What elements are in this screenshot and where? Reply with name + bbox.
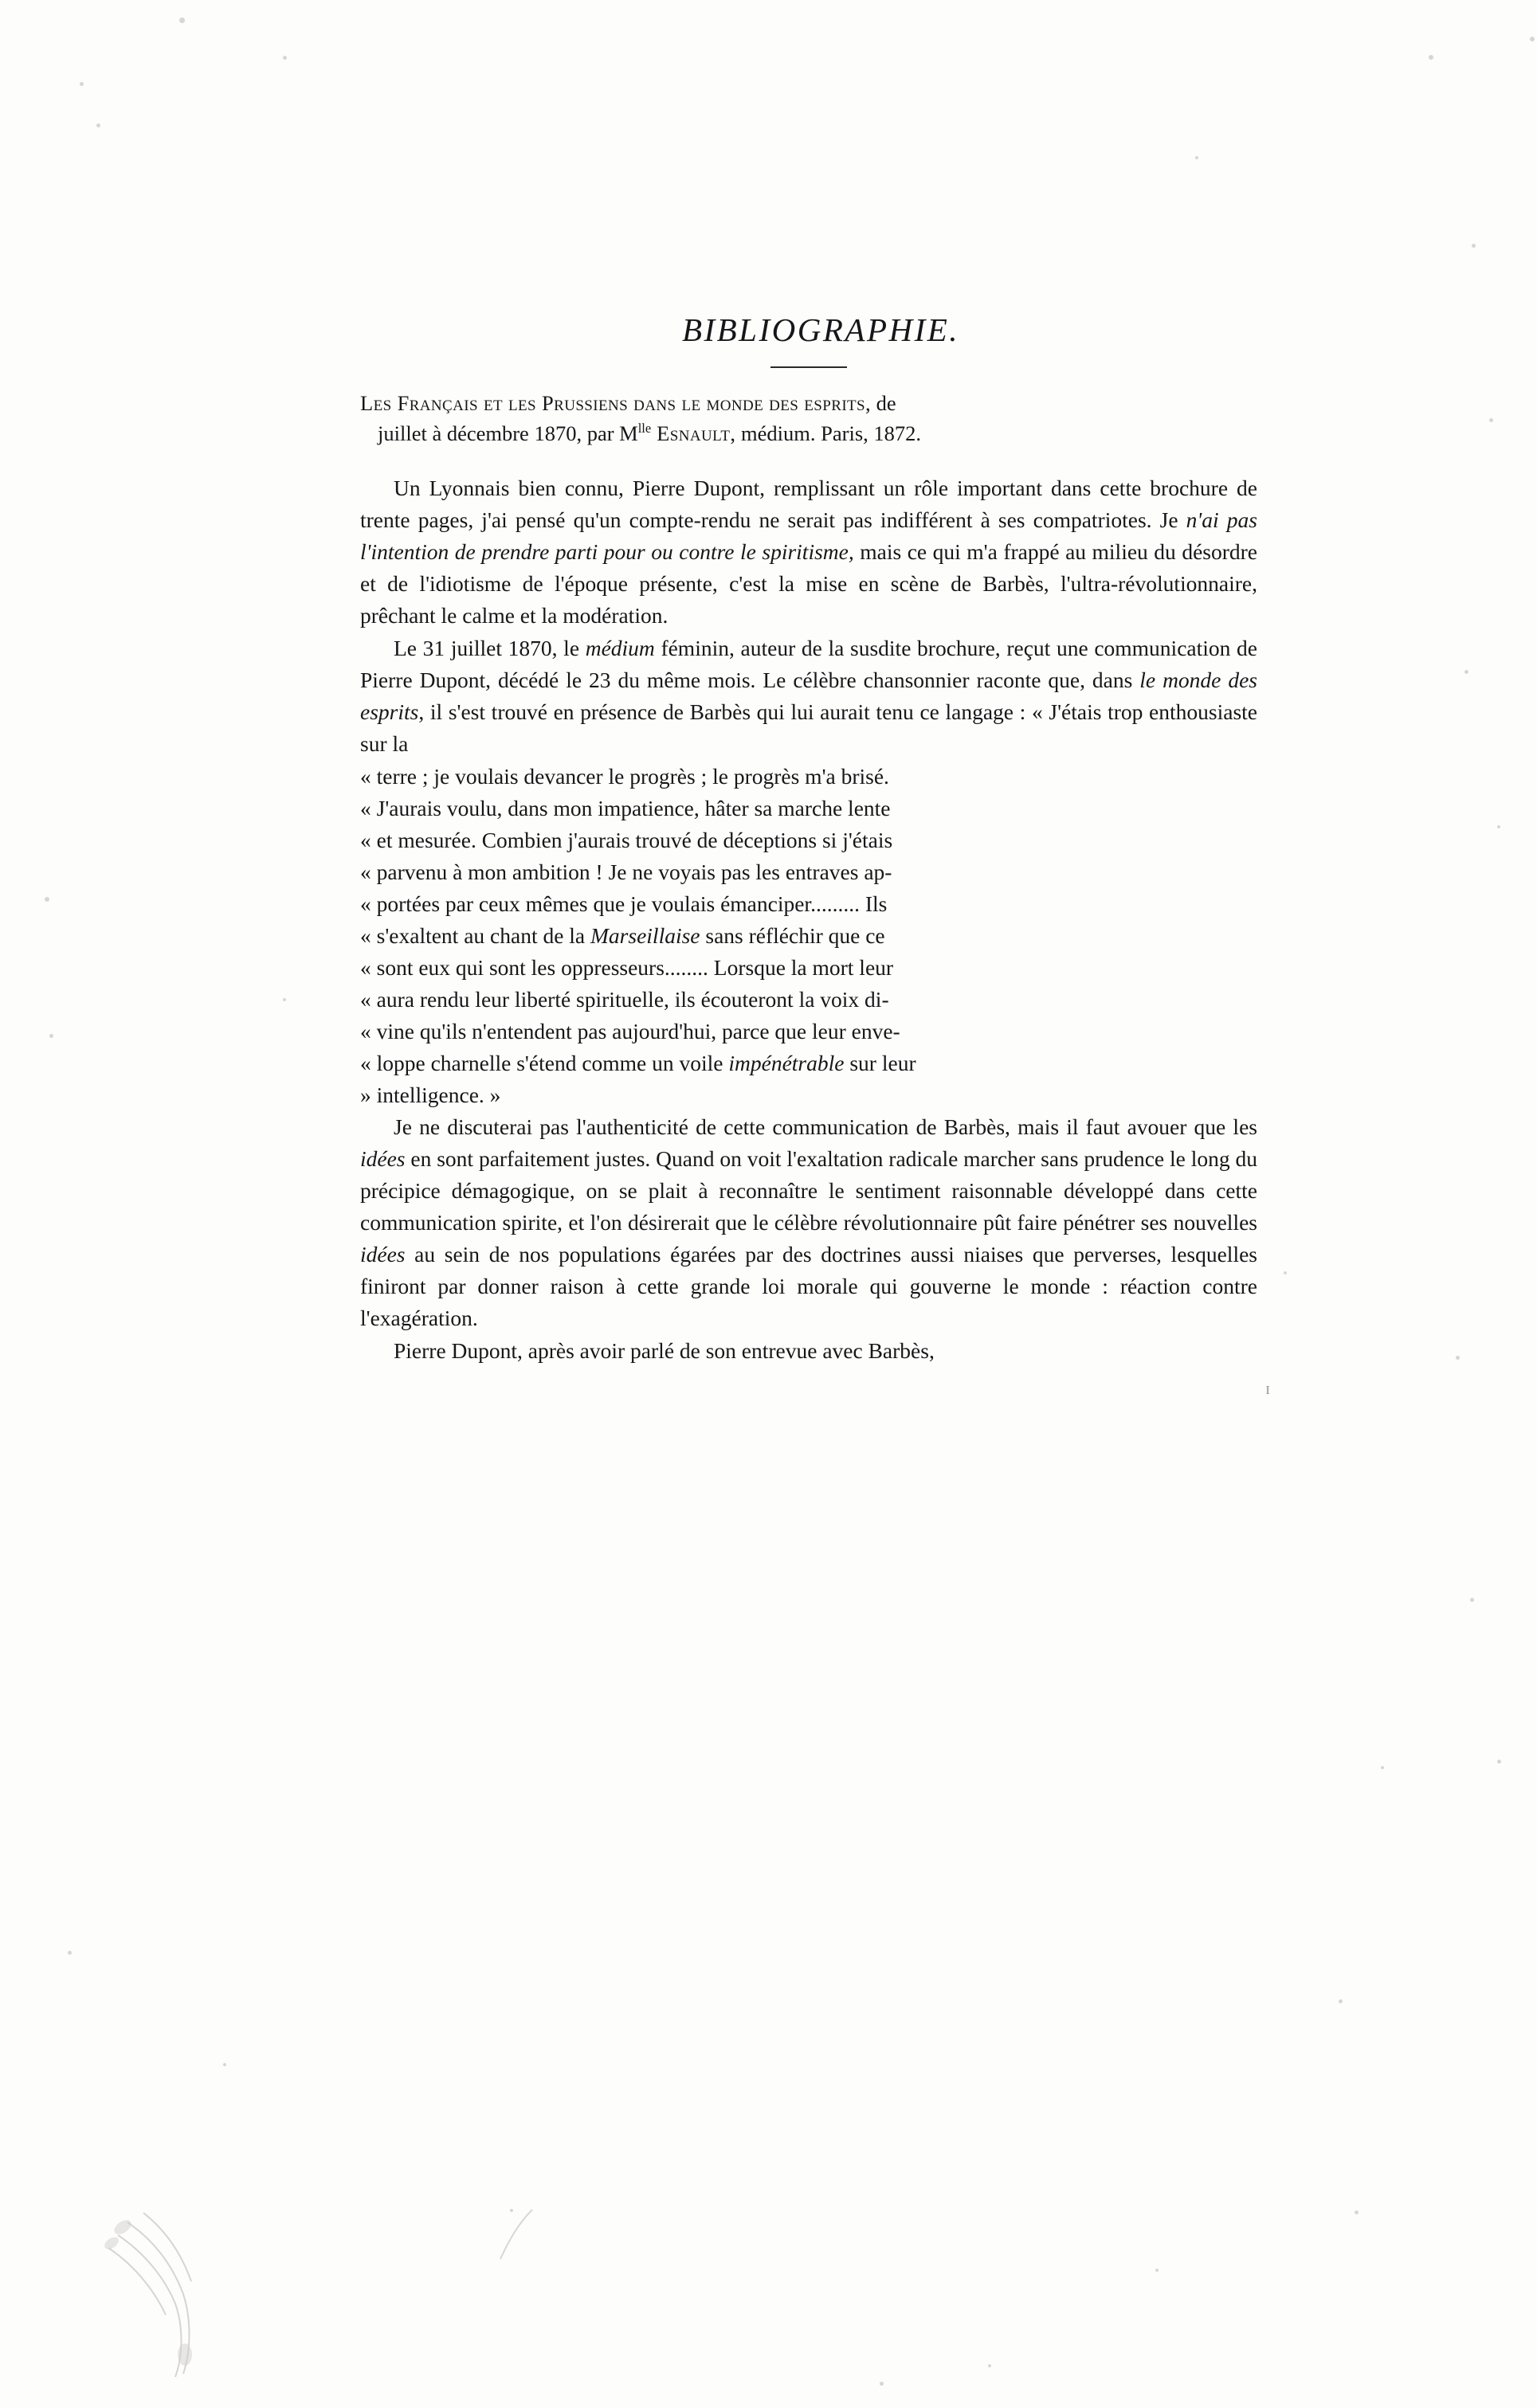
scan-speckle <box>1497 1760 1501 1764</box>
scan-speckle <box>1355 2210 1359 2214</box>
reference-author: Esnault, <box>651 421 736 445</box>
scan-speckle <box>880 2382 884 2386</box>
paragraph-4: Pierre Dupont, après avoir parlé de son entrevue avec Barbès, <box>394 1338 935 1364</box>
scan-speckle <box>1489 418 1493 422</box>
scan-speckle <box>1464 670 1468 674</box>
scan-speckle <box>1470 1598 1474 1602</box>
scan-speckle <box>283 56 287 60</box>
reference-title-tail: de <box>871 391 896 415</box>
quote-line: « vine qu'ils n'entendent pas aujourd'hui, parce que leur enve- <box>360 1019 900 1044</box>
title-divider <box>770 366 847 368</box>
scan-speckle <box>510 2209 513 2212</box>
scan-speckle <box>68 1951 72 1955</box>
scan-speckle <box>1284 1271 1287 1274</box>
scan-speckle <box>1195 156 1198 159</box>
reference-title: Les Français et les Prussiens dans le monde des esprits, <box>360 391 872 415</box>
scan-speckle <box>45 897 49 902</box>
scan-speckle <box>223 2063 226 2066</box>
scan-speckle <box>1530 37 1535 41</box>
quote-line: « portées par ceux mêmes que je voulais émanciper......... Ils <box>360 891 888 917</box>
scan-smudge <box>96 2199 239 2398</box>
bibliographic-reference <box>360 389 1257 448</box>
scan-speckle <box>1155 2269 1159 2272</box>
quote-line: « loppe charnelle s'étend comme un voile impénétrable sur leur <box>360 1051 916 1076</box>
quote-line: « et mesurée. Combien j'aurais trouvé de déceptions si j'étais <box>360 828 893 853</box>
scan-speckle <box>988 2364 991 2367</box>
reference-imprint <box>360 419 1257 449</box>
reference-dates: juillet à décembre 1870, par M <box>378 421 638 445</box>
reference-abbrev-sup: lle <box>637 420 652 436</box>
quote-line: « terre ; je voulais devancer le progrès ; le progrès m'a brisé. <box>360 764 889 789</box>
scan-speckle <box>1339 1999 1343 2003</box>
quotation-block <box>360 761 1257 1111</box>
text-column <box>360 311 1257 1368</box>
scan-speckle <box>283 998 286 1001</box>
scan-speckle <box>96 123 100 127</box>
scan-speckle <box>179 18 185 23</box>
scan-speckle <box>1456 1356 1460 1360</box>
scan-speckle <box>80 82 84 86</box>
scan-speckle <box>1381 1766 1384 1769</box>
scan-stroke <box>494 2206 542 2262</box>
margin-mark: ɪ <box>1265 1378 1271 1398</box>
quote-line: « J'aurais voulu, dans mon impatience, hâter sa marche lente <box>360 796 891 821</box>
paragraph-1: Un Lyonnais bien connu, Pierre Dupont, remplissant un rôle important dans cette brochure de trente pages, j'ai pensé qu'un compte-rendu ne serait pas indifférent à ses compatriotes. Je n'ai pas l'intention de prendre parti pour ou contre le spiritisme, mais ce qui m'a frappé au milieu du désordre et de l'idiotisme de l'époque présente, c'est la mise en scène de Barbès, l'ultra-révolutionnaire, prêchant le calme et la modération. <box>360 476 1257 628</box>
quote-line: « sont eux qui sont les oppresseurs........ Lorsque la mort leur <box>360 955 894 981</box>
scan-speckle <box>1472 244 1476 248</box>
quote-line: » intelligence. » <box>360 1083 501 1108</box>
scan-speckle <box>1497 825 1500 828</box>
quote-line: « parvenu à mon ambition ! Je ne voyais pas les entraves ap- <box>360 859 892 885</box>
page-title: BIBLIOGRAPHIE. <box>681 311 960 348</box>
quote-line: « s'exaltent au chant de la Marseillaise sans réfléchir que ce <box>360 923 885 949</box>
paragraph-2: Le 31 juillet 1870, le médium féminin, auteur de la susdite brochure, reçut une communication de Pierre Dupont, décédé le 23 du même mois. Le célèbre chansonnier raconte que, dans le monde des esprits, il s'est trouvé en présence de Barbès qui lui aurait tenu ce langage : « J'étais trop enthousiaste sur la <box>360 636 1258 757</box>
quote-line: « aura rendu leur liberté spirituelle, ils écouteront la voix di- <box>360 987 889 1012</box>
reference-publication: médium. Paris, 1872. <box>735 421 922 445</box>
scan-speckle <box>49 1034 53 1038</box>
paragraph-3: Je ne discuterai pas l'authenticité de cette communication de Barbès, mais il faut avouer que les idées en sont parfaitement justes. Quand on voit l'exaltation radicale marcher sans prudence le long du précipice démagogique, on se plait à reconnaître le sentiment raisonnable développé dans cette communication spirite, et l'on désirerait que le célèbre révolutionnaire pût faire pénétrer ses nouvelles idées au sein de nos populations égarées par des doctrines aussi niaises que perverses, lesquelles finiront par donner raison à cette grande loi morale qui gouverne le monde : réaction contre l'exagération. <box>360 1114 1257 1331</box>
scan-speckle <box>1429 55 1433 60</box>
